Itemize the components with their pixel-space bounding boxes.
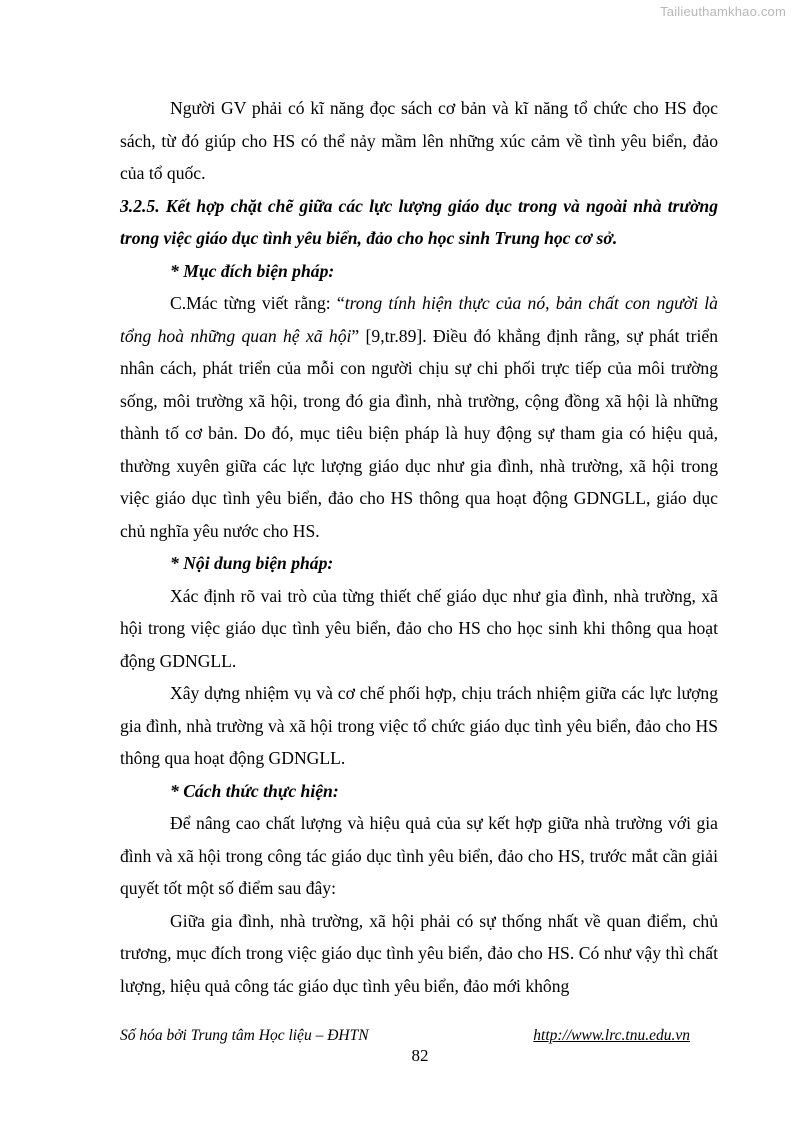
content-subheading: * Nội dung biện pháp: <box>170 553 334 573</box>
quote-rest: ” [9,tr.89]. Điều đó khẳng định rằng, sự phát triển nhân cách, phát triển của mỗi con người chịu sự chi phối trực tiếp của môi trường sống, môi trường xã hội, trong đó gia đình, nhà trường, cộng đồng xã hội là những thành tố cơ bản. Do đó, mục tiêu biện pháp là huy động sự tham gia có hiệu quả, thường xuyên giữa các lực lượng giáo dục như gia đình, nhà trường, xã hội trong việc giáo dục tình yêu biển, đảo cho HS thông qua hoạt động GDNGLL, giáo dục chủ nghĩa yêu nước cho HS. <box>120 325 718 541</box>
page-number: 82 <box>411 1046 429 1065</box>
quote-text: trong tính hiện thực của nó, bản chất con người là tổng hoà những quan hệ xã hội <box>120 293 718 346</box>
quote-prefix: C.Mác từng viết rằng: “ <box>170 293 345 313</box>
page-body <box>120 92 718 1002</box>
paragraph-define-roles: Xác định rõ vai trò của từng thiết chế giáo dục như gia đình, nhà trường, xã hội trong việc giáo dục tình yêu biển, đảo cho HS cho học sinh khi thông qua hoạt động GDNGLL. <box>120 585 718 671</box>
purpose-subheading: * Mục đích biện pháp: <box>170 260 335 281</box>
method-subheading: * Cách thức thực hiện: <box>170 780 339 801</box>
footer-link[interactable]: http://www.lrc.tnu.edu.vn <box>533 1027 690 1044</box>
watermark: Tailieuthamkhao.com <box>660 4 786 19</box>
paragraph-improve-quality: Để nâng cao chất lượng và hiệu quả của sự kết hợp giữa nhà trường với gia đình và xã hội trong công tác giáo dục tình yêu biển, đảo cho HS, trước mắt cần giải quyết tốt một số điểm sau đây: <box>120 813 718 898</box>
paragraph-build-mechanism: Xây dựng nhiệm vụ và cơ chế phối hợp, chịu trách nhiệm giữa các lực lượng gia đình, nhà trường và xã hội trong việc tổ chức giáo dục tình yêu biển, đảo cho HS thông qua hoạt động GDNGLL. <box>120 683 718 768</box>
paragraph-marx-quote <box>120 287 718 547</box>
paragraph-reading-skills: Người GV phải có kĩ năng đọc sách cơ bản và kĩ năng tổ chức cho HS đọc sách, từ đó giúp cho HS có thể nảy mầm lên những xúc cảm về tình yêu biển, đảo của tổ quốc. <box>120 98 718 183</box>
section-heading-3-2-5: 3.2.5. Kết hợp chặt chẽ giữa các lực lượng giáo dục trong và ngoài nhà trường trong việc giáo dục tình yêu biển, đảo cho học sinh Trung học cơ sở. <box>120 195 718 248</box>
footer-source: Số hóa bởi Trung tâm Học liệu – ĐHTN <box>120 1027 369 1044</box>
paragraph-unity: Giữa gia đình, nhà trường, xã hội phải có sự thống nhất về quan điểm, chủ trương, mục đích trong việc giáo dục tình yêu biển, đảo cho HS. Có như vậy thì chất lượng, hiệu quả công tác giáo dục tình yêu biển, đảo mới không <box>120 910 718 996</box>
